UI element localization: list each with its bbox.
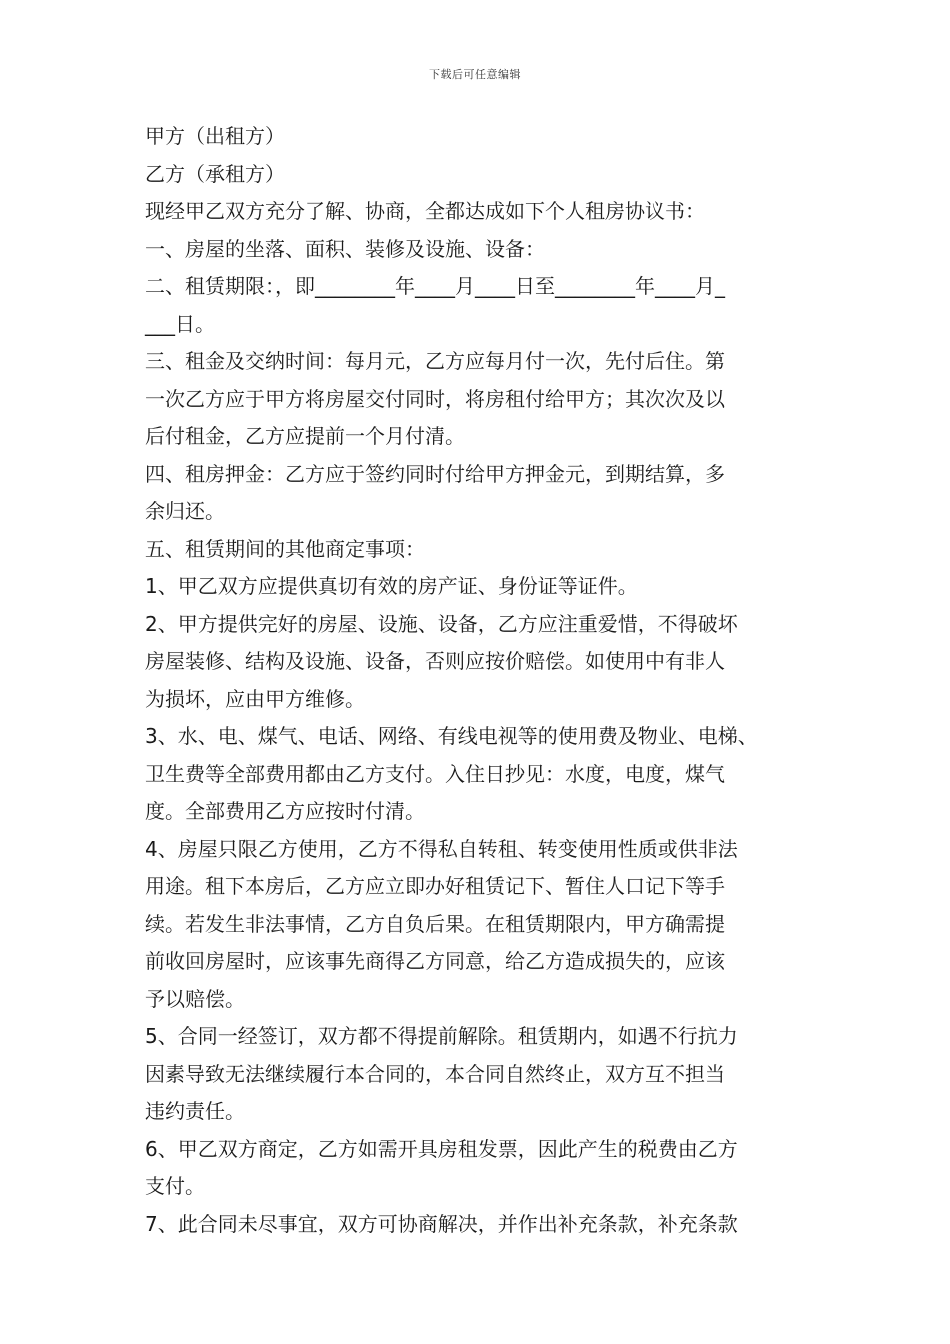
text-line: 6、甲乙双方商定，乙方如需开具房租发票，因此产生的税费由乙方 — [145, 1136, 738, 1161]
text-line: 二、租赁期限：，即________年____月____日至________年____月_ — [145, 274, 725, 298]
text-line: 5、合同一经签订，双方都不得提前解除。租赁期内，如遇不行抗力 — [145, 1024, 738, 1048]
text-line: 后付租金，乙方应提前一个月付清。 — [145, 424, 465, 448]
document-body — [145, 118, 815, 1243]
text-line: 房屋装修、结构及设施、设备，否则应按价赔偿。如使用中有非人 — [145, 649, 725, 673]
text-line: 甲方（出租方） — [145, 124, 285, 148]
text-line: ___日。 — [145, 311, 215, 336]
text-line: 卫生费等全部费用都由乙方支付。入住日抄见：水度，电度，煤气 — [145, 761, 725, 786]
text-line: 度。全部费用乙方应按时付清。 — [145, 799, 425, 823]
text-line: 1、甲乙双方应提供真切有效的房产证、身份证等证件。 — [145, 574, 638, 598]
text-line: 一、房屋的坐落、面积、装修及设施、设备： — [145, 236, 545, 261]
text-line: 用途。租下本房后，乙方应立即办好租赁记下、暂住人口记下等手 — [145, 874, 725, 898]
text-line: 为损坏，应由甲方维修。 — [145, 686, 365, 711]
text-line: 支付。 — [145, 1174, 205, 1198]
text-line: 2、甲方提供完好的房屋、设施、设备，乙方应注重爱惜，不得破坏 — [145, 611, 738, 636]
text-line: 现经甲乙双方充分了解、协商，全都达成如下个人租房协议书： — [145, 199, 705, 223]
text-line: 4、房屋只限乙方使用，乙方不得私自转租、转变使用性质或供非法 — [145, 836, 738, 861]
text-line: 一次乙方应于甲方将房屋交付同时，将房租付给甲方；其次次及以 — [145, 386, 725, 411]
text-line: 予以赔偿。 — [145, 986, 245, 1011]
text-line: 续。若发生非法事情，乙方自负后果。在租赁期限内，甲方确需提 — [145, 911, 725, 936]
text-line: 前收回房屋时，应该事先商得乙方同意，给乙方造成损失的，应该 — [145, 949, 725, 973]
page-header: 下载后可任意编辑 — [429, 68, 521, 81]
text-line: 余归还。 — [145, 499, 225, 523]
text-line: 五、租赁期间的其他商定事项： — [145, 536, 425, 561]
text-line: 乙方（承租方） — [145, 161, 285, 186]
text-line: 7、此合同未尽事宜，双方可协商解决，并作出补充条款，补充条款 — [145, 1211, 738, 1236]
text-line: 四、租房押金：乙方应于签约同时付给甲方押金元，到期结算，多 — [145, 461, 725, 486]
text-line: 3、水、电、煤气、电话、网络、有线电视等的使用费及物业、电梯、 — [145, 724, 758, 748]
text-line: 三、租金及交纳时间：每月元，乙方应每月付一次，先付后住。第 — [145, 349, 725, 373]
text-line: 因素导致无法继续履行本合同的，本合同自然终止，双方互不担当 — [145, 1061, 725, 1086]
text-line: 违约责任。 — [145, 1099, 245, 1123]
